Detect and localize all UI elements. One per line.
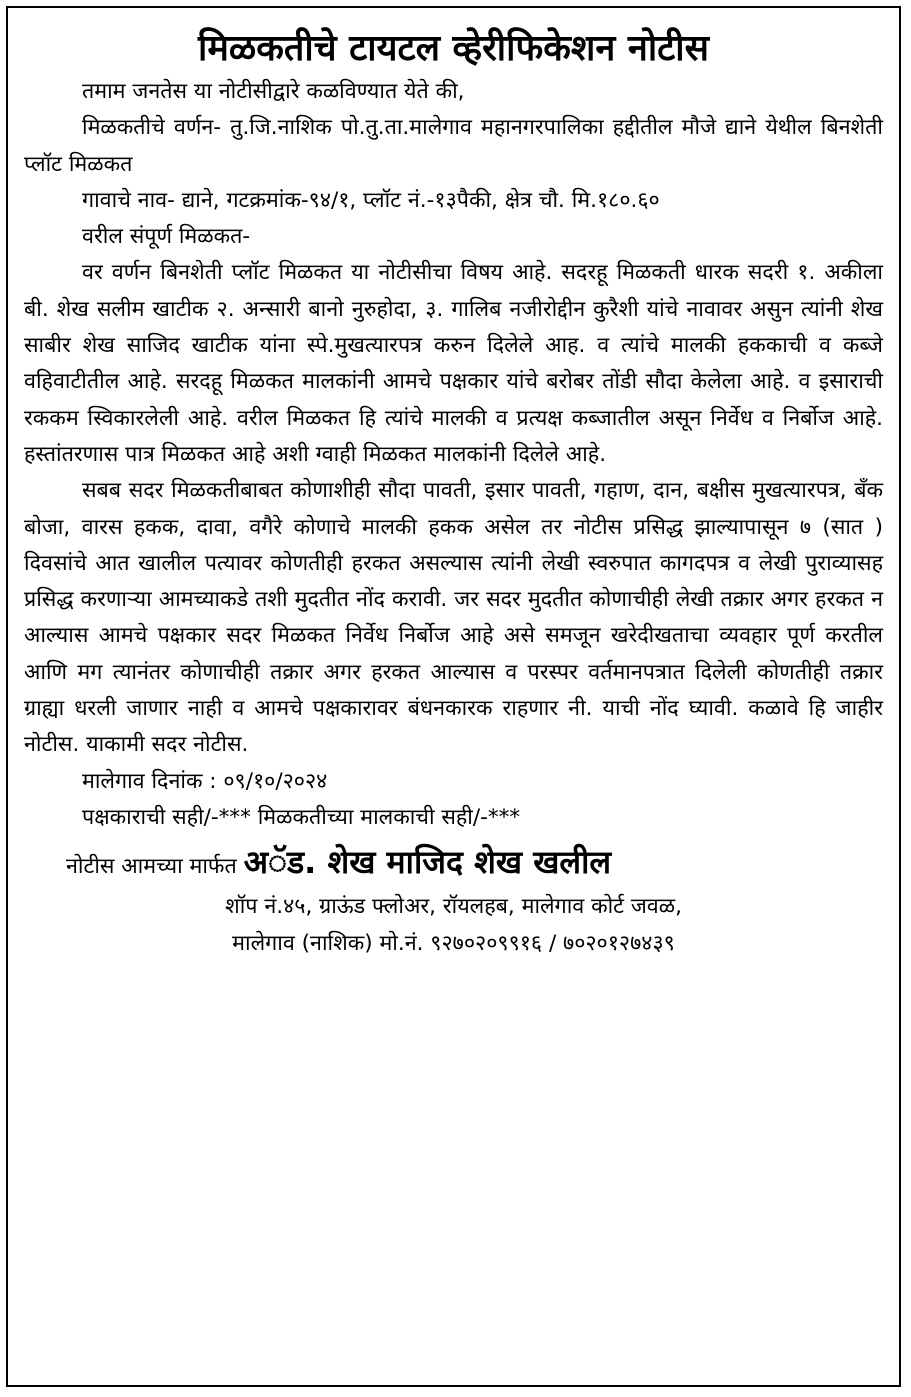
paragraph-objection: सबब सदर मिळकतीबाबत कोणाशीही सौदा पावती, इसार पावती, गहाण, दान, बक्षीस मुखत्यारपत्र, बँक बोजा, वारस हकक, दावा, वगैरे कोणाचे मालकी हकक असेल तर नोटीस प्रसिद्ध झाल्यापासून ७ (सात ) दिवसांचे आत खालील पत्यावर कोणतीही हरकत असल्यास त्यांनी लेखी स्वरुपात कागदपत्र व लेखी पुराव्यासह प्रसिद्ध करणाऱ्या आमच्याकडे तशी मुदतीत नोंद करावी. जर सदर मुदतीत कोणाचीही लेखी तक्रार अगर हरकत न आल्यास आमचे पक्षकार सदर मिळकत निर्वेध निर्बोज आहे असे समजून खरेदीखताचा व्यवहार पूर्ण करतील आणि मग त्यानंतर कोणाचीही तक्रार अगर हरकत आल्यास व परस्पर वर्तमानपत्रात दिलेली कोणतीही तक्रार ग्राह्या धरली जाणार नाही व आमचे पक्षकारावर बंधनकारक राहणार नी. याची नोंद घ्यावी. कळावे हि जाहीर नोटीस. याकामी सदर नोटीस. <box>24 478 883 758</box>
advocate-name: अॅड. शेख माजिद शेख खलील <box>243 843 612 882</box>
signatures-line: पक्षकाराची सही/-*** मिळकतीच्या मालकाची सही/-*** <box>82 804 521 830</box>
property-description: मिळकतीचे वर्णन- तु.जि.नाशिक पो.तु.ता.मालेगाव महानगरपालिका हद्दीतील मौजे द्याने येथील बिनशेती प्लॉट मिळकत <box>24 115 883 177</box>
notice-box <box>6 6 901 1387</box>
intro-text: तमाम जनतेस या नोटीसीद्वारे कळविण्यात येते की, <box>82 79 465 104</box>
advocate-prefix: नोटीस आमच्या मार्फत <box>66 854 244 880</box>
paragraph-ownership: वर वर्णन बिनशेती प्लॉट मिळकत या नोटीसीचा विषय आहे. सदरहू मिळकती धारक सदरी १. अकीला बी. शेख सलीम खाटीक २. अन्सारी बानो नुरुहोदा, ३. गालिब नजीरोद्दीन कुरैशी यांचे नावावर असुन त्यांनी शेख साबीर शेख साजिद खाटीक यांना स्पे.मुखत्यारपत्र करुन दिलेले आह. व त्यांचे मालकी हककाची व कब्जे वहिवाटीतील आहे. सरदहू मिळकत मालकांनी आमचे पक्षकार यांचे बरोबर तोंडी सौदा केलेला आहे. व इसाराची रककम स्विकारलेली आहे. वरील मिळकत हि त्यांचे मालकी व प्रत्यक्ष कब्जातील असून निर्वेध व निर्बोज आहे. हस्तांतरणास पात्र मिळकत आहे अशी ग्वाही मिळकत मालकांनी दिलेले आहे. <box>24 260 883 467</box>
above-property-label: वरील संपूर्ण मिळकत- <box>82 224 251 250</box>
village-details: गावाचे नाव- द्याने, गटक्रमांक-९४/१, प्लॉट नं.-१३पैकी, क्षेत्र चौ. मि.१८०.६० <box>82 187 660 213</box>
address-line-2: मालेगाव (नाशिक) मो.नं. ९२७०२०९९१६ / ७०२०१२७४३९ <box>232 930 675 956</box>
notice-title: मिळकतीचे टायटल व्हेरीफिकेशन नोटीस <box>198 28 709 69</box>
address-line-1: शॉप नं.४५, ग्राऊंड फ्लोअर, रॉयलहब, मालेगाव कोर्ट जवळ, <box>225 894 682 920</box>
advocate-line <box>8 840 899 889</box>
notice-body <box>8 74 899 836</box>
date-line: मालेगाव दिनांक : ०९/१०/२०२४ <box>82 768 328 794</box>
